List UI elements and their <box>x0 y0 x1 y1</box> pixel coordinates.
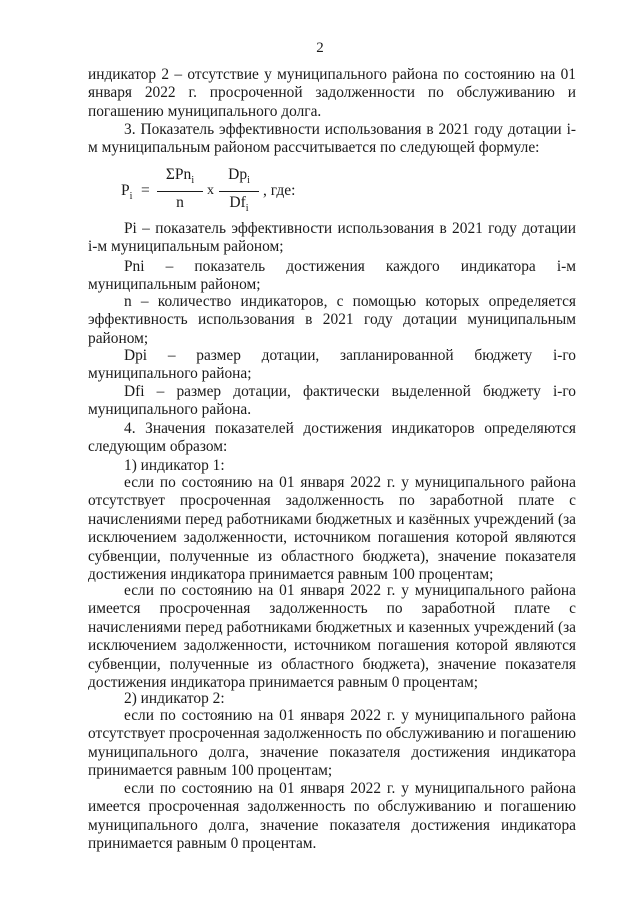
page-number: 2 <box>316 40 324 56</box>
formula-fraction-1 <box>157 166 203 212</box>
definition-dfi: Dfi – размер дотации, фактически выделенной бюджету i-го муниципального района. <box>88 383 576 419</box>
indicator-1-case-present: если по состоянию на 01 января 2022 г. у муниципального района имеется просроченная задолженность по заработной плате с начислениями перед работниками бюджетных и казенных учреждений (за исключением задолженности, источником погашения которой являются субвенции, полученные из областного бюджета), значение показателя достижения индикатора принимается равным 0 процентам; <box>88 582 576 692</box>
formula-numerator-1: ΣPn$_i$ <box>157 166 203 192</box>
indicator-1-case-absent: если по состоянию на 01 января 2022 г. у муниципального района отсутствует просроченная задолженность по заработной плате с начислениями перед работниками бюджетных и казённых учреждений (за исключением задолженности, источником погашения которой являются субвенции, полученные из областного бюджета), значение показателя достижения индикатора принимается равным 100 процентам; <box>88 474 576 584</box>
formula-numerator-2: $Dp_i$ <box>219 166 259 192</box>
paragraph-section-4: 4. Значения показателей достижения индикаторов определяются следующим образом: <box>88 420 576 456</box>
paragraph-indicator-2-def: индикатор 2 – отсутствие у муниципального района по состоянию на 01 января 2022 г. просроченной задолженности по обслуживанию и погашению муниципального долга. <box>88 66 576 120</box>
formula-equals: = <box>141 182 150 199</box>
paragraph-section-3: 3. Показатель эффективности использования в 2021 году дотации i-м муниципальным районом рассчитывается по следующей формуле: <box>88 121 576 157</box>
efficiency-formula <box>121 166 381 216</box>
formula-denominator-2: $Df_i$ <box>229 194 249 215</box>
indicator-2-case-present: если по состоянию на 01 января 2022 г. у муниципального района имеется просроченная задолженность по обслуживанию и погашению муниципального долга, значение показателя достижения индикатора принимается равным 0 процентам. <box>88 780 576 853</box>
formula-denominator-1: n <box>176 194 184 212</box>
indicator-2-heading: 2) индикатор 2: <box>124 690 225 707</box>
definition-pni: Pni – показатель достижения каждого индикатора i-м муниципальным районом; <box>88 258 576 294</box>
indicator-2-case-absent: если по состоянию на 01 января 2022 г. у муниципального района отсутствует просроченная задолженность по обслуживанию и погашению муниципального долга, значение показателя достижения индикатора принимается равным 100 процентам; <box>88 707 576 780</box>
definition-dpi: Dpi – размер дотации, запланированной бюджету i-го муниципального района; <box>88 347 576 383</box>
definition-pi: Pi – показатель эффективности использования в 2021 году дотации i-м муниципальным районом; <box>88 220 576 256</box>
formula-lhs: $P_i$ <box>121 182 133 203</box>
formula-times: x <box>207 183 214 198</box>
definition-n: n – количество индикаторов, с помощью которых определяется эффективность использования в 2021 году дотации муниципальным районом; <box>88 293 576 347</box>
formula-fraction-2 <box>219 166 259 218</box>
formula-tail: , где: <box>263 182 296 199</box>
indicator-1-heading: 1) индикатор 1: <box>124 457 225 474</box>
